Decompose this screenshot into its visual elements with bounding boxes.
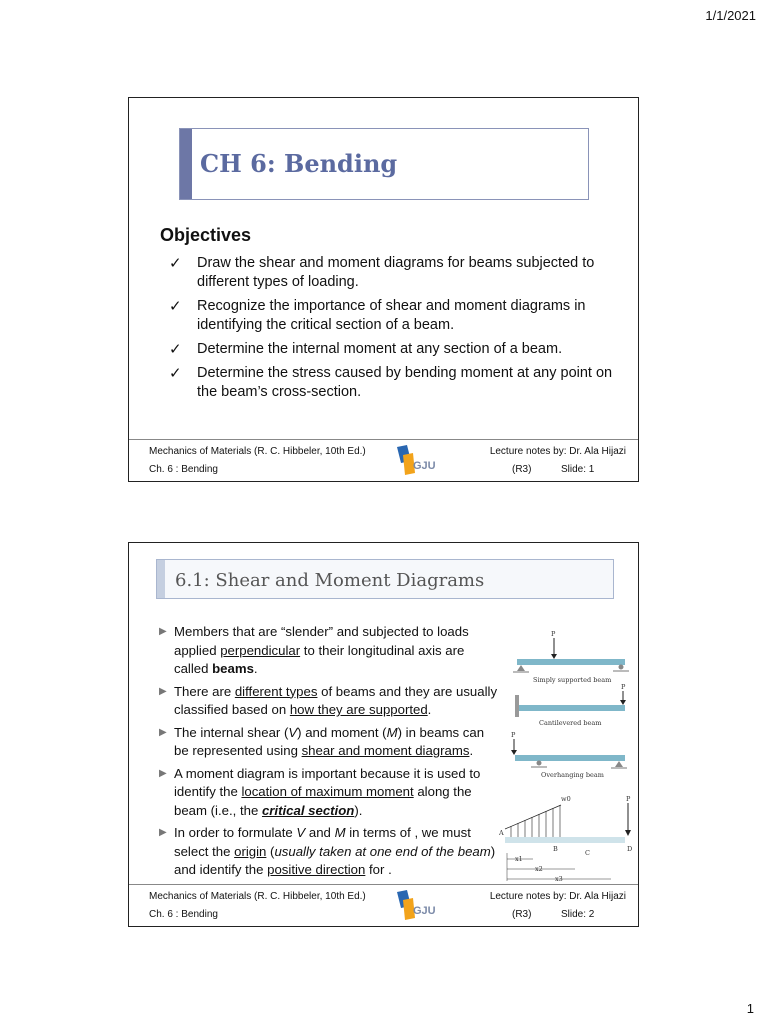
footer-notes: Lecture notes by: Dr. Ala Hijazi: [489, 446, 626, 457]
bullet-item: ▶ Members that are “slender” and subjected to loads applied perpendicular to their longitudinal axis are called beams.: [159, 624, 469, 676]
footer-room: (R3): [512, 464, 532, 475]
slide-footer: [129, 439, 638, 481]
objective-item: ✓ Recognize the importance of shear and moment diagrams in identifying the critical section of a beam.: [169, 298, 586, 333]
title-box: [156, 559, 614, 599]
check-icon: ✓: [169, 341, 182, 358]
title-accent-bar: [157, 560, 165, 598]
footer-notes: Lecture notes by: Dr. Ala Hijazi: [489, 891, 626, 902]
triangle-bullet-icon: ▶: [159, 685, 167, 697]
triangle-bullet-icon: ▶: [159, 726, 167, 738]
x1-label: x1: [515, 855, 523, 863]
footer-slide-number: Slide: 1: [561, 464, 595, 475]
w0-label: w0: [561, 795, 571, 803]
footer-chapter: Ch. 6 : Bending: [149, 464, 218, 475]
simply-supported-beam-figure: [511, 625, 636, 687]
footer-room: (R3): [512, 909, 532, 920]
objectives-heading: Objectives: [160, 225, 252, 245]
logo-text: GJU: [413, 460, 436, 472]
point-b-label: B: [553, 845, 558, 853]
load-label: P: [621, 683, 626, 691]
footer-book: Mechanics of Materials (R. C. Hibbeler, 10th Ed.): [149, 891, 366, 902]
slide-2: [128, 542, 639, 927]
figure-caption: Simply supported beam: [533, 676, 612, 684]
page-number: 1: [746, 1001, 754, 1016]
load-label: P: [551, 630, 556, 638]
slide-title: 6.1: Shear and Moment Diagrams: [175, 570, 485, 591]
distributed-load-beam-figure: [499, 793, 637, 885]
bullet-item: ▶ A moment diagram is important because it is used to identify the location of maximum moment along the beam (i.e., the critical section).: [159, 765, 481, 818]
load-label: P: [511, 731, 516, 739]
figure-caption: Cantilevered beam: [539, 719, 602, 727]
footer-chapter: Ch. 6 : Bending: [149, 909, 218, 920]
objective-item: ✓ Determine the internal moment at any section of a beam.: [169, 341, 563, 358]
page-date: 1/1/2021: [705, 8, 756, 23]
objective-item: ✓ Determine the stress caused by bending moment at any point on the beam’s cross-section.: [169, 365, 613, 400]
point-d-label: D: [627, 845, 633, 853]
x2-label: x2: [535, 865, 543, 873]
slide-1: [128, 97, 639, 482]
load-label: P: [626, 795, 631, 803]
title-accent-bar: [180, 129, 192, 199]
triangle-bullet-icon: ▶: [159, 767, 167, 779]
figure-caption: Overhanging beam: [541, 771, 604, 779]
bullet-item: ▶ In order to formulate V and M in terms of , we must select the origin (usually taken at one end of the beam) and identify the positive direction for .: [159, 825, 496, 877]
slide-title: CH 6: Bending: [200, 149, 398, 178]
cantilevered-beam-figure: [511, 681, 636, 731]
point-a-label: A: [499, 829, 504, 837]
overhanging-beam-figure: [511, 729, 636, 781]
check-icon: ✓: [169, 298, 182, 315]
objectives-list: [169, 254, 619, 407]
check-icon: ✓: [169, 255, 182, 272]
check-icon: ✓: [169, 365, 182, 382]
footer-slide-number: Slide: 2: [561, 909, 595, 920]
bullet-item: ▶ The internal shear (V) and moment (M) in beams can be represented using shear and moment diagrams.: [159, 724, 485, 758]
bullet-item: ▶ There are different types of beams and they are usually classified based on how they are supported.: [159, 683, 498, 717]
triangle-bullet-icon: ▶: [159, 626, 167, 637]
triangle-bullet-icon: ▶: [159, 827, 167, 838]
title-box: [179, 128, 589, 200]
point-c-label: C: [585, 849, 590, 857]
objective-item: ✓ Draw the shear and moment diagrams for beams subjected to different types of loading.: [169, 255, 595, 290]
footer-book: Mechanics of Materials (R. C. Hibbeler, 10th Ed.): [149, 446, 366, 457]
slide-footer: [129, 884, 638, 926]
bullet-list: [159, 623, 499, 884]
logo-text: GJU: [413, 905, 436, 917]
x3-label: x3: [555, 875, 563, 883]
